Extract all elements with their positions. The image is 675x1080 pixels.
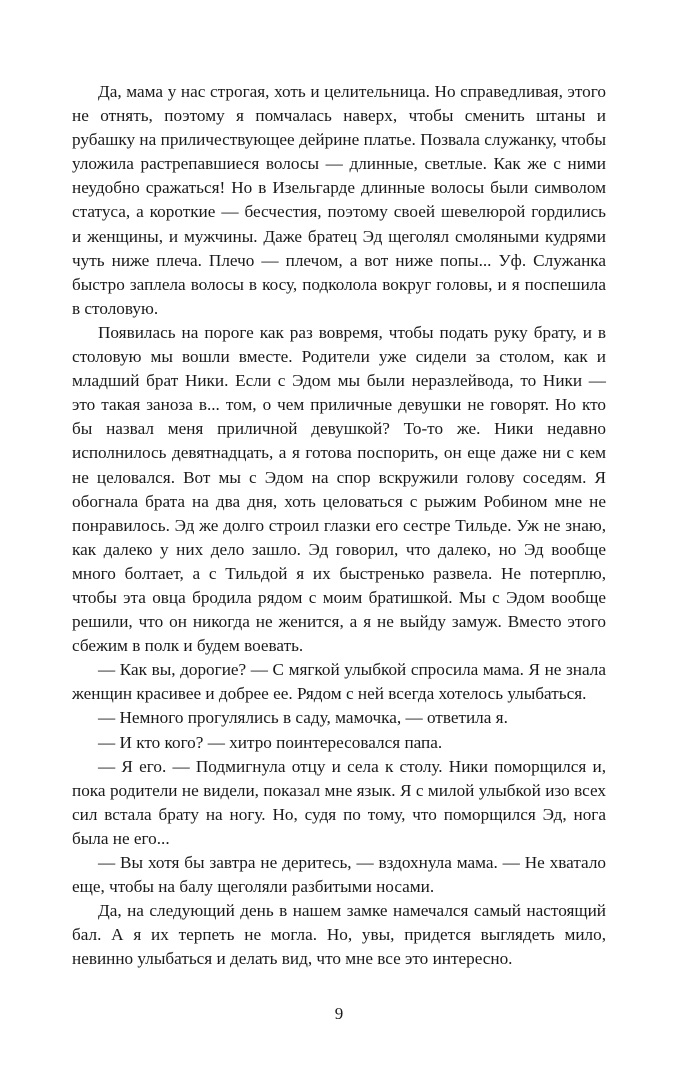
paragraph: — Я его. — Подмигнула отцу и села к столу. Ники поморщился и, пока родители не видели, показал мне язык. Я с милой улыбкой изо всех сил встала брату на ногу. Но, судя по тому, что поморщился Эд, нога была не его...: [72, 756, 606, 848]
paragraph: — Немного прогулялись в саду, мамочка, — ответила я.: [98, 708, 508, 728]
paragraph: Появилась на пороге как раз вовремя, чтобы подать руку брату, и в столовую мы вошли вместе. Родители уже сидели за столом, как и младший брат Ники. Если с Эдом мы были неразлейвода, то Ники — это такая заноза в... том, о чем приличные девушки не говорят. Но кто бы назвал меня приличной девушкой? То-то же. Ники недавно исполнилось девятнадцать, а я готова поспорить, он еще даже ни с кем не целовался. Вот мы с Эдом на спор вскружили голову соседям. Я обогнала брата на два дня, хоть целоваться с рыжим Робином мне не понравилось. Эд же долго строил глазки его сестре Тильде. Уж не знаю, как далеко у них дело зашло. Эд говорил, что далеко, но Эд вообще много болтает, а с Тильдой я их быстренько развела. Не потерплю, чтобы эта овца бродила рядом с моим братишкой. Мы с Эдом вообще решили, что он никогда не женится, а я не выйду замуж. Вместо этого сбежим в полк и будем воевать.: [72, 322, 606, 656]
paragraph: Да, на следующий день в нашем замке намечался самый настоящий бал. А я их терпеть не могла. Но, увы, придется выглядеть мило, невинно улыбаться и делать вид, что мне все это интересно.: [72, 901, 606, 969]
paragraph: — Как вы, дорогие? — С мягкой улыбкой спросила мама. Я не знала женщин красивее и добрее ее. Рядом с ней всегда хотелось улыбаться.: [72, 660, 606, 704]
paragraph: Да, мама у нас строгая, хоть и целительница. Но справедливая, этого не отнять, поэтому я помчалась наверх, чтобы сменить штаны и рубашку на приличествующее дейрине платье. Позвала служанку, чтобы уложила растрепавшиеся волосы — длинные, светлые. Как же с ними неудобно сражаться! Но в Изельгарде длинные волосы были символом статуса, а короткие — бесчестия, поэтому своей шевелюрой гордились и женщины, и мужчины. Даже братец Эд щеголял смоляными кудрями чуть ниже плеча. Плечо — плечом, а вот ниже попы... Уф. Служанка быстро заплела волосы в косу, подколола вокруг головы, и я поспешила в столовую.: [72, 82, 606, 318]
paragraph: — Вы хотя бы завтра не деритесь, — вздохнула мама. — Не хватало еще, чтобы на балу щеголяли разбитыми носами.: [72, 853, 606, 897]
page-number: 9: [334, 1004, 344, 1023]
body-text: [72, 80, 606, 971]
book-page: [72, 80, 606, 1040]
paragraph: — И кто кого? — хитро поинтересовался папа.: [98, 732, 443, 752]
